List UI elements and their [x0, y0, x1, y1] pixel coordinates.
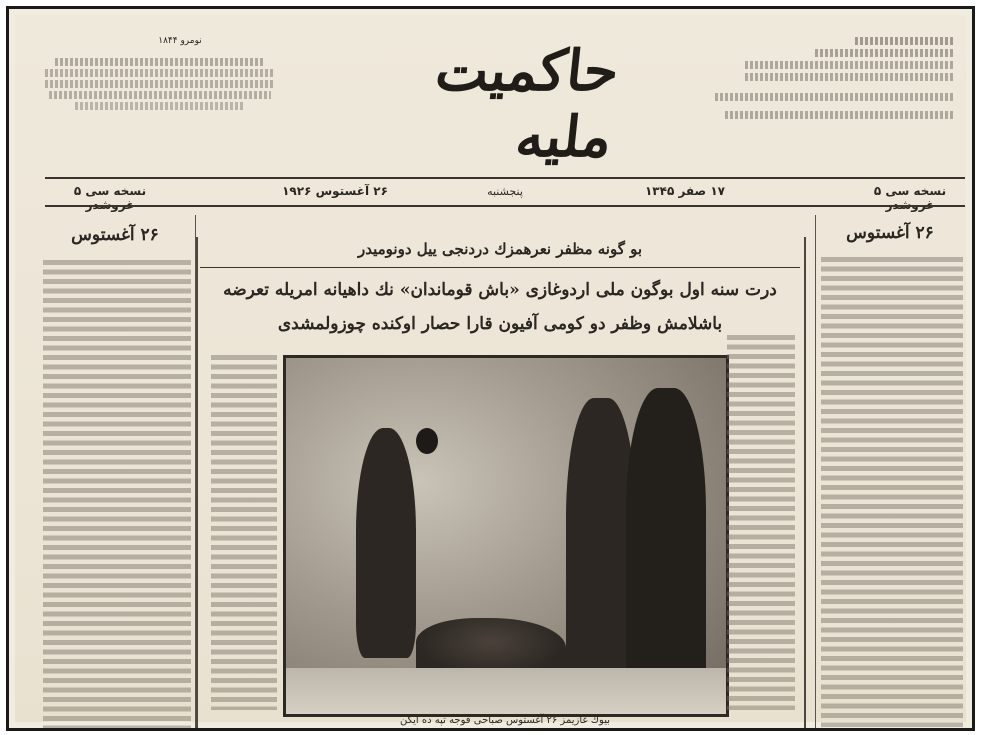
masthead-title: حاکمیت ملیه — [432, 38, 622, 170]
photograph — [283, 355, 729, 717]
center-right-text — [727, 335, 795, 710]
price-left: نسخه سی ۵ — [73, 184, 147, 198]
center-banner: بو گونه مظفر نعرهمزك دردنجی ییل دونومیدر — [357, 240, 643, 258]
left-column-header: ۲۶ آغستوس — [71, 225, 159, 245]
left-column-text — [43, 260, 191, 730]
date-band-top-rule — [45, 177, 965, 179]
figure-right-2 — [626, 388, 706, 698]
right-column-rule — [815, 215, 816, 730]
issue-number: نومرو ۱۸۴۴ — [158, 36, 202, 46]
masthead — [385, 38, 622, 170]
center-headline-line1: درت سنه اول بوگون ملی اردوغازی «باش قوماندان» نك داهیانه امریله تعرضه — [223, 280, 777, 300]
center-headline-line2: باشلامش وظفر دو کومی آفیون قارا حصار اوکنده چوزولمشدی — [277, 314, 723, 334]
center-left-text — [211, 355, 277, 710]
right-column-header: ۲۶ آغستوس — [846, 223, 934, 243]
banner-rule — [200, 267, 800, 268]
photo-caption: بیوك غازیمز ۲۶ آغستوس صباحی قوجه تپه ده ایکن — [399, 715, 611, 726]
figure-left — [356, 428, 416, 658]
newspaper-page — [15, 15, 966, 726]
price-right: نسخه سی ۵ — [873, 184, 947, 198]
date-rumi: ۲۶ آغستوس ۱۹۲۶ — [282, 184, 388, 198]
right-column-text — [821, 257, 963, 727]
date-hijri: ۱۷ صفر ۱۳۴۵ — [644, 184, 725, 198]
figure-left-head — [416, 428, 438, 454]
publisher-info — [705, 33, 955, 153]
weekday: پنجشنبه — [487, 185, 523, 198]
ground — [286, 668, 726, 714]
date-band-bottom-rule — [45, 205, 965, 207]
subscription-info — [45, 55, 275, 125]
newspaper-frame — [6, 6, 975, 731]
